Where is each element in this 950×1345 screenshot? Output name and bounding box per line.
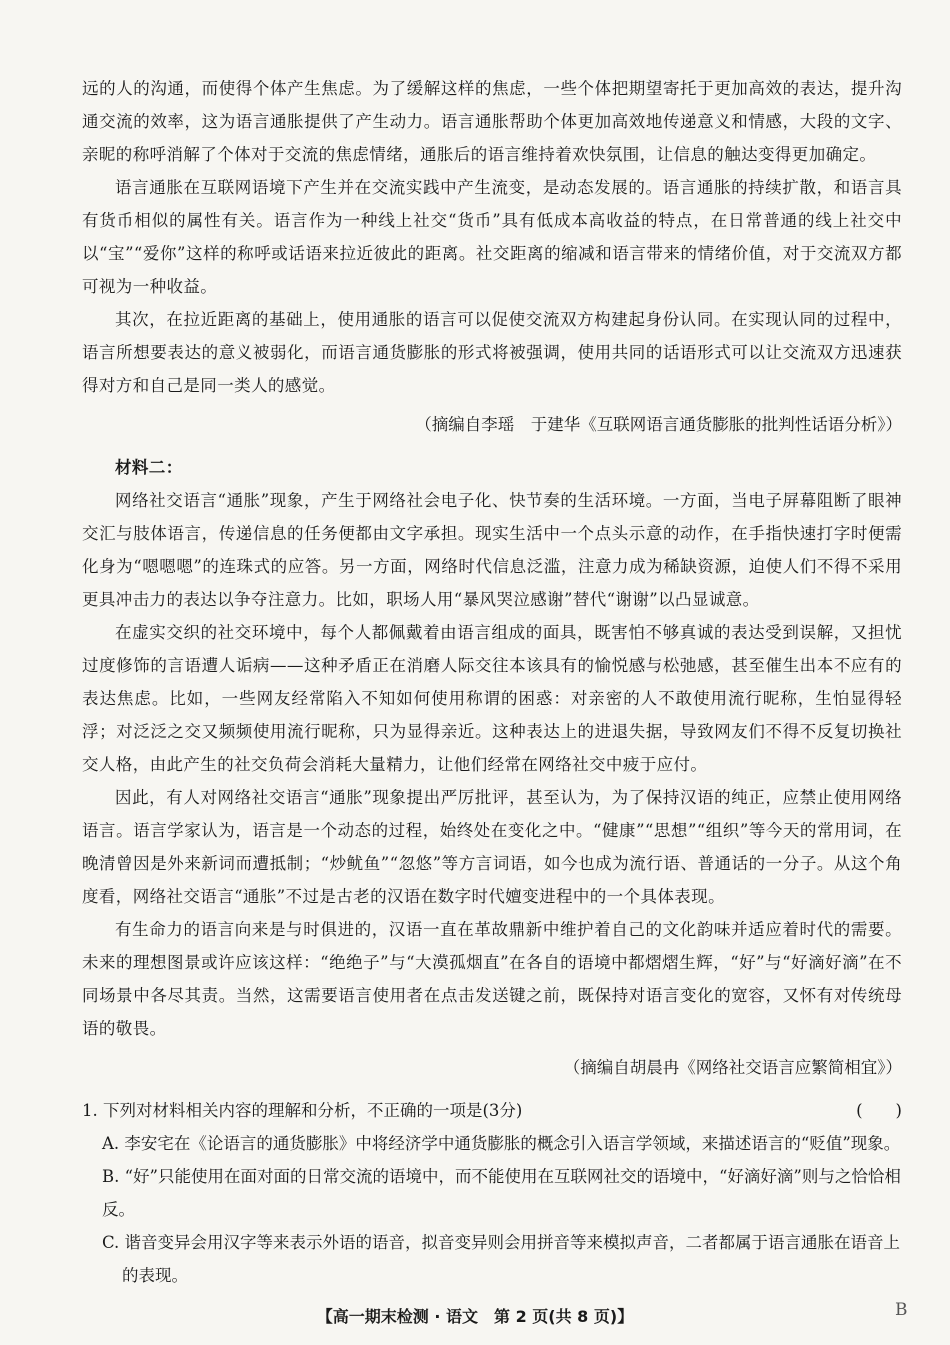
footer-version-mark: B [895, 1300, 908, 1320]
paragraph-mat2-2: 在虚实交织的社交环境中，每个人都佩戴着由语言组成的面具，既害怕不够真诚的表达受到误解，又担忧过度修饰的言语遭人诟病——这种矛盾正在消磨人际交往本该具有的愉悦感与松弛感，甚至催生出本不应有的表达焦虑。比如，一些网友经常陷入不知如何使用称谓的困惑：对亲密的人不敢使用流行昵称，生怕显得轻浮；对泛泛之交又频频使用流行昵称，只为显得亲近。这种表达上的进退失据，导致网友们不得不反复切换社交人格，由此产生的社交负荷会消耗大量精力，让他们经常在网络社交中疲于应付。 [82, 623, 902, 774]
paragraph-mat2-3: 因此，有人对网络社交语言“通胀”现象提出严厉批评，甚至认为，为了保持汉语的纯正，应禁止使用网络语言。语言学家认为，语言是一个动态的过程，始终处在变化之中。“健康”“思想”“组织”等今天的常用词，在晚清曾因是外来新词而遭抵制；“炒鱿鱼”“忽悠”等方言词语，如今也成为流行语、普通话的一分子。从这个角度看，网络社交语言“通胀”不过是古老的汉语在数字时代嬗变进程中的一个具体表现。 [82, 788, 902, 906]
paragraph-mat2-1: 网络社交语言“通胀”现象，产生于网络社会电子化、快节奏的生活环境。一方面，当电子屏幕阻断了眼神交汇与肢体语言，传递信息的任务便都由文字承担。现实生活中一个点头示意的动作，在手指快速打字时便需化身为“嗯嗯嗯”的连珠式的应答。另一方面，网络时代信息泛滥，注意力成为稀缺资源，迫使人们不得不采用更具冲击力的表达以争夺注意力。比如，职场人用“暴风哭泣感谢”替代“谢谢”以凸显诚意。 [82, 491, 902, 609]
source-citation-1: （摘编自李瑶 于建华《互联网语言通货膨胀的批判性话语分析》） [415, 415, 902, 434]
paragraph-top-1: 远的人的沟通，而使得个体产生焦虑。为了缓解这样的焦虑，一些个体把期望寄托于更加高效的表达，提升沟通交流的效率，这为语言通胀提供了产生动力。语言通胀帮助个体更加高效地传递意义和情感，大段的文字、亲昵的称呼消解了个体对于交流的焦虑情绪，通胀后的语言维持着欢快氛围，让信息的触达变得更加确定。 [82, 79, 902, 164]
source-citation-2: （摘编自胡晨冉《网络社交语言应繁简相宜》） [563, 1058, 902, 1077]
option-c: C. 谐音变异会用汉字等来表示外语的语音，拟音变异则会用拼音等来模拟声音，二者都属于语言通胀在语音上 [102, 1233, 901, 1252]
option-a: A. 李安宅在《论语言的通货膨胀》中将经济学中通货膨胀的概念引入语言学领域，来描述语言的“贬值”现象。 [102, 1134, 901, 1153]
option-c-continued: 的表现。 [122, 1266, 188, 1285]
paragraph-top-3: 其次，在拉近距离的基础上，使用通胀的语言可以促使交流双方构建起身份认同。在实现认同的过程中，语言所想要表达的意义被弱化，而语言通货膨胀的形式将被强调，使用共同的话语形式可以让交流双方迅速获得对方和自己是同一类人的感觉。 [82, 310, 902, 395]
paragraph-mat2-4: 有生命力的语言向来是与时俱进的，汉语一直在革故鼎新中维护着自己的文化韵味并适应着时代的需要。未来的理想图景或许应该这样：“绝绝子”与“大漠孤烟直”在各自的语境中都熠熠生辉，“好”与“好滴好滴”在不同场景中各尽其责。当然，这需要语言使用者在点击发送键之前，既保持对语言变化的宽容，又怀有对传统母语的敬畏。 [82, 920, 902, 1038]
answer-bracket: ( ) [856, 1101, 902, 1120]
question-1-stem: 1. 下列对材料相关内容的理解和分析，不正确的一项是(3分) [82, 1101, 523, 1120]
option-b: B. “好”只能使用在面对面的日常交流的语境中，而不能使用在互联网社交的语境中，“好滴好滴”则与之恰恰相反。 [102, 1167, 901, 1219]
material-two-heading: 材料二： [115, 458, 183, 477]
paragraph-top-2: 语言通胀在互联网语境下产生并在交流实践中产生流变，是动态发展的。语言通胀的持续扩散，和语言具有货币相似的属性有关。语言作为一种线上社交“货币”具有低成本高收益的特点，在日常普通的线上社交中以“宝”“爱你”这样的称呼或话语来拉近彼此的距离。社交距离的缩减和语言带来的情绪价值，对于交流双方都可视为一种收益。 [82, 178, 902, 296]
document-page [82, 72, 902, 1292]
question-1 [82, 1094, 902, 1127]
page-footer: 【高一期末检测 · 语文 第 2 页(共 8 页)】 [316, 1307, 634, 1326]
